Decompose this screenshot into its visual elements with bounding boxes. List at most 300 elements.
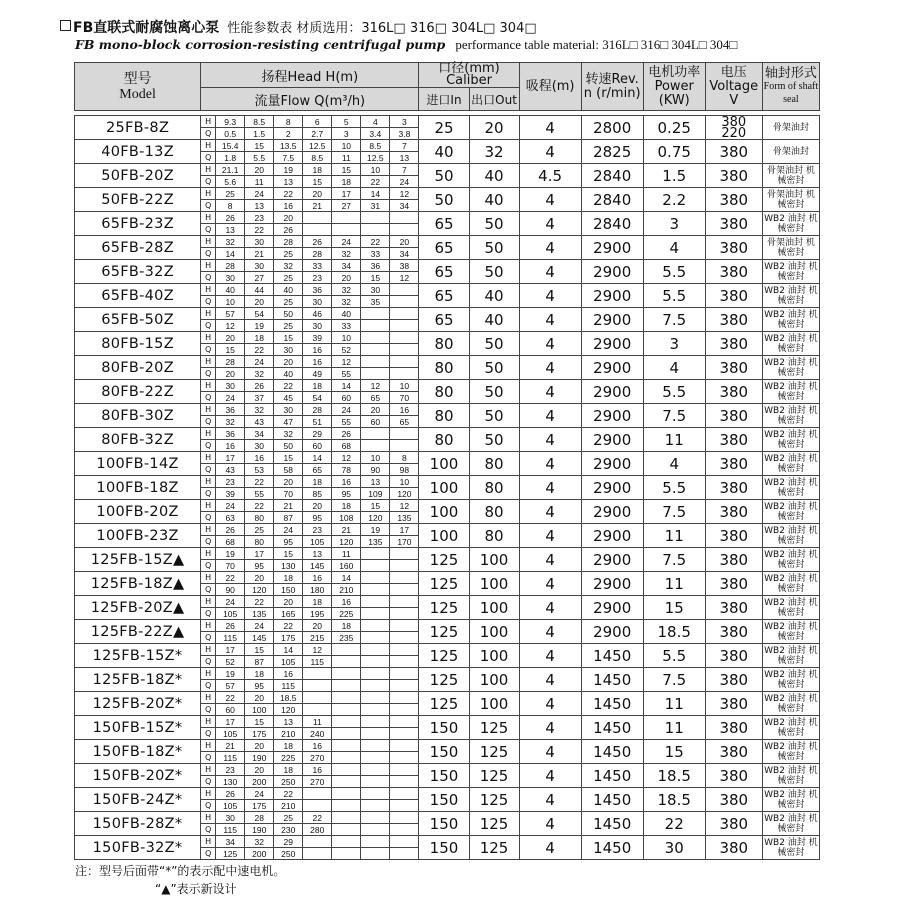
flow-value-cell: 27 bbox=[332, 200, 361, 212]
flow-value-cell: 230 bbox=[274, 824, 303, 836]
head-value-cell bbox=[361, 836, 390, 848]
flow-value-cell: 125 bbox=[216, 848, 245, 860]
power-cell: 5.5 bbox=[643, 260, 705, 284]
head-value-cell: 28 bbox=[216, 260, 245, 272]
outlet-cell: 100 bbox=[469, 596, 519, 620]
flow-value-cell: 115 bbox=[216, 752, 245, 764]
flow-value-cell: 57 bbox=[216, 680, 245, 692]
flow-value-cell bbox=[332, 656, 361, 668]
head-value-cell: 8 bbox=[390, 452, 419, 464]
head-value-cell: 4 bbox=[361, 116, 390, 128]
flow-value-cell: 70 bbox=[390, 392, 419, 404]
h-label-cell: H bbox=[201, 452, 216, 464]
power-cell: 11 bbox=[643, 716, 705, 740]
head-value-cell bbox=[332, 692, 361, 704]
outlet-cell: 50 bbox=[469, 428, 519, 452]
flow-value-cell: 25 bbox=[274, 320, 303, 332]
flow-value-cell: 115 bbox=[274, 680, 303, 692]
inlet-cell: 125 bbox=[419, 692, 469, 716]
flow-value-cell: 15 bbox=[361, 272, 390, 284]
head-value-cell: 16 bbox=[332, 596, 361, 608]
flow-value-cell: 32 bbox=[245, 368, 274, 380]
head-value-cell: 19 bbox=[216, 548, 245, 560]
flow-value-cell: 95 bbox=[303, 512, 332, 524]
q-label-cell: Q bbox=[201, 512, 216, 524]
head-value-cell: 23 bbox=[216, 764, 245, 776]
head-value-cell: 21 bbox=[216, 740, 245, 752]
head-value-cell: 12 bbox=[303, 644, 332, 656]
flow-value-cell bbox=[390, 728, 419, 740]
flow-value-cell: 130 bbox=[216, 776, 245, 788]
flow-value-cell: 95 bbox=[245, 560, 274, 572]
flow-value-cell: 105 bbox=[216, 608, 245, 620]
head-value-cell: 32 bbox=[274, 260, 303, 272]
head-value-cell: 24 bbox=[245, 620, 274, 632]
q-label-cell: Q bbox=[201, 728, 216, 740]
h-label-cell: H bbox=[201, 548, 216, 560]
head-value-cell: 13 bbox=[303, 548, 332, 560]
head-value-cell bbox=[332, 212, 361, 224]
head-value-cell: 24 bbox=[245, 788, 274, 800]
head-value-cell: 12 bbox=[332, 452, 361, 464]
voltage-cell: 380 bbox=[705, 308, 762, 332]
voltage-cell: 380 220 bbox=[705, 116, 762, 140]
speed-cell: 2900 bbox=[581, 332, 643, 356]
head-value-cell: 24 bbox=[245, 188, 274, 200]
power-cell: 4 bbox=[643, 452, 705, 476]
model-cell: 80FB-30Z bbox=[75, 404, 201, 428]
head-value-cell: 26 bbox=[216, 788, 245, 800]
q-label-cell: Q bbox=[201, 656, 216, 668]
flow-value-cell: 280 bbox=[303, 824, 332, 836]
flow-value-cell bbox=[303, 224, 332, 236]
head-value-cell: 30 bbox=[216, 812, 245, 824]
head-value-cell: 19 bbox=[216, 668, 245, 680]
flow-value-cell: 240 bbox=[303, 728, 332, 740]
suction-cell: 4 bbox=[519, 428, 581, 452]
head-value-cell bbox=[361, 764, 390, 776]
voltage-cell: 380 bbox=[705, 644, 762, 668]
flow-value-cell: 115 bbox=[216, 824, 245, 836]
model-cell: 150FB-32Z* bbox=[75, 836, 201, 860]
flow-value-cell: 120 bbox=[332, 536, 361, 548]
header-seal: 轴封形式 Form of shaft seal bbox=[762, 63, 819, 111]
flow-value-cell bbox=[390, 224, 419, 236]
h-label-cell: H bbox=[201, 716, 216, 728]
flow-value-cell: 150 bbox=[274, 584, 303, 596]
inlet-cell: 65 bbox=[419, 284, 469, 308]
flow-value-cell: 19 bbox=[245, 320, 274, 332]
inlet-cell: 80 bbox=[419, 404, 469, 428]
head-value-cell bbox=[332, 644, 361, 656]
head-value-cell: 18 bbox=[274, 740, 303, 752]
head-value-cell: 14 bbox=[361, 188, 390, 200]
outlet-cell: 100 bbox=[469, 548, 519, 572]
suction-cell: 4 bbox=[519, 764, 581, 788]
voltage-cell: 380 bbox=[705, 692, 762, 716]
head-value-cell: 13.5 bbox=[274, 140, 303, 152]
flow-value-cell: 37 bbox=[245, 392, 274, 404]
suction-cell: 4 bbox=[519, 668, 581, 692]
flow-value-cell: 210 bbox=[274, 800, 303, 812]
head-value-cell: 10 bbox=[361, 164, 390, 176]
head-value-cell: 30 bbox=[216, 380, 245, 392]
flow-value-cell: 10 bbox=[216, 296, 245, 308]
flow-value-cell: 200 bbox=[245, 848, 274, 860]
english-title-main: FB mono-block corrosion-resisting centrifugal pump bbox=[75, 37, 446, 52]
flow-value-cell: 105 bbox=[303, 536, 332, 548]
voltage-cell: 380 bbox=[705, 620, 762, 644]
h-label-cell: H bbox=[201, 740, 216, 752]
head-value-cell: 24 bbox=[332, 404, 361, 416]
head-value-cell: 19 bbox=[361, 524, 390, 536]
flow-value-cell: 95 bbox=[332, 488, 361, 500]
head-value-cell bbox=[361, 692, 390, 704]
flow-value-cell: 115 bbox=[216, 632, 245, 644]
speed-cell: 1450 bbox=[581, 716, 643, 740]
head-value-cell: 20 bbox=[303, 188, 332, 200]
h-label-cell: H bbox=[201, 476, 216, 488]
head-value-cell: 20 bbox=[245, 740, 274, 752]
flow-value-cell: 120 bbox=[245, 584, 274, 596]
head-value-cell: 16 bbox=[303, 572, 332, 584]
flow-value-cell: 65 bbox=[303, 464, 332, 476]
flow-value-cell: 65 bbox=[390, 416, 419, 428]
power-cell: 0.75 bbox=[643, 140, 705, 164]
head-value-cell: 36 bbox=[216, 404, 245, 416]
inlet-cell: 125 bbox=[419, 620, 469, 644]
flow-value-cell: 90 bbox=[361, 464, 390, 476]
inlet-cell: 100 bbox=[419, 524, 469, 548]
flow-value-cell: 12.5 bbox=[361, 152, 390, 164]
seal-cell: WB2 油封 机械密封 bbox=[764, 477, 818, 498]
head-value-cell bbox=[303, 212, 332, 224]
voltage-cell: 380 bbox=[705, 572, 762, 596]
flow-value-cell: 13 bbox=[216, 224, 245, 236]
head-value-cell bbox=[390, 428, 419, 440]
head-value-cell bbox=[361, 668, 390, 680]
flow-value-cell: 120 bbox=[390, 488, 419, 500]
head-value-cell: 26 bbox=[216, 524, 245, 536]
head-value-cell: 22 bbox=[361, 236, 390, 248]
model-cell: 65FB-23Z bbox=[75, 212, 201, 236]
flow-value-cell: 53 bbox=[245, 464, 274, 476]
head-value-cell: 36 bbox=[303, 284, 332, 296]
q-label-cell: Q bbox=[201, 800, 216, 812]
inlet-cell: 80 bbox=[419, 380, 469, 404]
head-value-cell: 10 bbox=[390, 476, 419, 488]
outlet-cell: 80 bbox=[469, 524, 519, 548]
flow-value-cell: 200 bbox=[245, 776, 274, 788]
inlet-cell: 65 bbox=[419, 212, 469, 236]
h-label-cell: H bbox=[201, 764, 216, 776]
flow-value-cell bbox=[361, 752, 390, 764]
flow-value-cell bbox=[332, 776, 361, 788]
head-value-cell: 20 bbox=[303, 500, 332, 512]
flow-value-cell bbox=[390, 680, 419, 692]
model-cell: 125FB-22Z▲ bbox=[75, 620, 201, 644]
power-cell: 3 bbox=[643, 212, 705, 236]
head-value-cell: 28 bbox=[245, 812, 274, 824]
flow-value-cell: 32 bbox=[332, 248, 361, 260]
flow-value-cell: 0.5 bbox=[216, 128, 245, 140]
head-value-cell: 30 bbox=[245, 236, 274, 248]
flow-value-cell bbox=[332, 848, 361, 860]
flow-value-cell: 3.4 bbox=[361, 128, 390, 140]
h-label-cell: H bbox=[201, 236, 216, 248]
suction-cell: 4 bbox=[519, 524, 581, 548]
head-value-cell: 11 bbox=[332, 548, 361, 560]
q-label-cell: Q bbox=[201, 536, 216, 548]
head-value-cell: 28 bbox=[274, 236, 303, 248]
q-label-cell: Q bbox=[201, 776, 216, 788]
flow-value-cell: 18 bbox=[332, 176, 361, 188]
suction-cell: 4.5 bbox=[519, 164, 581, 188]
head-value-cell: 17 bbox=[216, 716, 245, 728]
model-cell: 50FB-22Z bbox=[75, 188, 201, 212]
flow-value-cell: 130 bbox=[274, 560, 303, 572]
head-value-cell bbox=[332, 740, 361, 752]
flow-value-cell bbox=[390, 776, 419, 788]
seal-cell: WB2 油封 机械密封 bbox=[764, 309, 818, 330]
head-value-cell: 18 bbox=[303, 476, 332, 488]
speed-cell: 1450 bbox=[581, 644, 643, 668]
head-value-cell bbox=[361, 812, 390, 824]
voltage-cell: 380 bbox=[705, 236, 762, 260]
flow-value-cell: 170 bbox=[390, 536, 419, 548]
model-cell: 80FB-32Z bbox=[75, 428, 201, 452]
flow-value-cell: 58 bbox=[274, 464, 303, 476]
head-value-cell bbox=[361, 308, 390, 320]
flow-value-cell: 105 bbox=[216, 728, 245, 740]
head-value-cell: 30 bbox=[274, 404, 303, 416]
flow-value-cell: 225 bbox=[274, 752, 303, 764]
h-label-cell: H bbox=[201, 356, 216, 368]
flow-value-cell: 25 bbox=[274, 272, 303, 284]
h-label-cell: H bbox=[201, 692, 216, 704]
footnotes bbox=[75, 862, 285, 898]
voltage-cell: 380 bbox=[705, 740, 762, 764]
header-flow: 流量Flow Q(m³/h) bbox=[201, 88, 419, 111]
flow-value-cell: 250 bbox=[274, 848, 303, 860]
flow-value-cell: 98 bbox=[390, 464, 419, 476]
flow-value-cell bbox=[332, 752, 361, 764]
flow-value-cell: 13 bbox=[390, 152, 419, 164]
q-label-cell: Q bbox=[201, 680, 216, 692]
speed-cell: 2900 bbox=[581, 500, 643, 524]
voltage-cell: 380 bbox=[705, 548, 762, 572]
flow-value-cell: 80 bbox=[245, 536, 274, 548]
speed-cell: 1450 bbox=[581, 692, 643, 716]
h-label-cell: H bbox=[201, 212, 216, 224]
flow-value-cell: 2.7 bbox=[303, 128, 332, 140]
voltage-cell: 380 bbox=[705, 836, 762, 860]
head-value-cell: 18.5 bbox=[274, 692, 303, 704]
flow-value-cell: 25 bbox=[274, 248, 303, 260]
inlet-cell: 65 bbox=[419, 236, 469, 260]
model-cell: 100FB-14Z bbox=[75, 452, 201, 476]
header-model: 型号 Model bbox=[75, 63, 201, 111]
head-value-cell: 39 bbox=[303, 332, 332, 344]
inlet-cell: 65 bbox=[419, 308, 469, 332]
h-label-cell: H bbox=[201, 380, 216, 392]
head-value-cell bbox=[332, 812, 361, 824]
flow-value-cell bbox=[332, 728, 361, 740]
head-value-cell: 57 bbox=[216, 308, 245, 320]
suction-cell: 4 bbox=[519, 140, 581, 164]
head-value-cell bbox=[390, 812, 419, 824]
suction-cell: 4 bbox=[519, 740, 581, 764]
suction-cell: 4 bbox=[519, 836, 581, 860]
inlet-cell: 150 bbox=[419, 836, 469, 860]
voltage-cell: 380 bbox=[705, 596, 762, 620]
head-value-cell: 22 bbox=[303, 812, 332, 824]
head-value-cell: 18 bbox=[245, 332, 274, 344]
suction-cell: 4 bbox=[519, 812, 581, 836]
head-value-cell: 7 bbox=[390, 140, 419, 152]
voltage-cell: 380 bbox=[705, 260, 762, 284]
header-speed: 转速Rev. n (r/min) bbox=[581, 63, 643, 111]
head-value-cell: 13 bbox=[274, 716, 303, 728]
inlet-cell: 125 bbox=[419, 644, 469, 668]
head-value-cell: 22 bbox=[274, 620, 303, 632]
flow-value-cell: 175 bbox=[245, 800, 274, 812]
head-value-cell bbox=[361, 548, 390, 560]
head-value-cell: 22 bbox=[274, 788, 303, 800]
flow-value-cell bbox=[361, 800, 390, 812]
flow-value-cell: 16 bbox=[274, 200, 303, 212]
head-value-cell: 10 bbox=[332, 140, 361, 152]
model-cell: 125FB-18Z* bbox=[75, 668, 201, 692]
flow-value-cell bbox=[390, 632, 419, 644]
flow-value-cell bbox=[303, 800, 332, 812]
outlet-cell: 50 bbox=[469, 404, 519, 428]
header-voltage: 电压 Voltage V bbox=[705, 63, 762, 111]
flow-value-cell bbox=[390, 656, 419, 668]
flow-value-cell: 16 bbox=[303, 344, 332, 356]
suction-cell: 4 bbox=[519, 260, 581, 284]
head-value-cell: 15 bbox=[332, 164, 361, 176]
flow-value-cell: 145 bbox=[303, 560, 332, 572]
flow-value-cell: 190 bbox=[245, 824, 274, 836]
head-value-cell: 26 bbox=[332, 428, 361, 440]
flow-value-cell: 3 bbox=[332, 128, 361, 140]
power-cell: 11 bbox=[643, 524, 705, 548]
flow-value-cell: 35 bbox=[361, 296, 390, 308]
head-value-cell bbox=[390, 596, 419, 608]
flow-value-cell: 120 bbox=[274, 704, 303, 716]
head-value-cell bbox=[390, 620, 419, 632]
head-value-cell: 24 bbox=[274, 524, 303, 536]
suction-cell: 4 bbox=[519, 308, 581, 332]
suction-cell: 4 bbox=[519, 548, 581, 572]
power-cell: 18.5 bbox=[643, 788, 705, 812]
seal-cell: WB2 油封 机械密封 bbox=[764, 213, 818, 234]
h-label-cell: H bbox=[201, 284, 216, 296]
q-label-cell: Q bbox=[201, 392, 216, 404]
seal-cell: WB2 油封 机械密封 bbox=[764, 357, 818, 378]
outlet-cell: 50 bbox=[469, 212, 519, 236]
head-value-cell: 8 bbox=[274, 116, 303, 128]
model-cell: 150FB-15Z* bbox=[75, 716, 201, 740]
flow-value-cell: 2 bbox=[274, 128, 303, 140]
head-value-cell bbox=[303, 836, 332, 848]
head-value-cell: 14 bbox=[303, 452, 332, 464]
flow-value-cell: 22 bbox=[245, 224, 274, 236]
flow-value-cell: 31 bbox=[361, 200, 390, 212]
head-value-cell bbox=[390, 716, 419, 728]
flow-value-cell: 22 bbox=[245, 344, 274, 356]
speed-cell: 2900 bbox=[581, 572, 643, 596]
q-label-cell: Q bbox=[201, 608, 216, 620]
footnote-new-design: “▲”表示新设计 bbox=[155, 882, 237, 896]
speed-cell: 2900 bbox=[581, 524, 643, 548]
flow-value-cell bbox=[361, 344, 390, 356]
h-label-cell: H bbox=[201, 620, 216, 632]
head-value-cell: 17 bbox=[216, 644, 245, 656]
title-sub: 性能参数表 材质选用：316L□ 316□ 304L□ 304□ bbox=[227, 21, 537, 36]
header-power: 电机功率 Power (KW) bbox=[643, 63, 705, 111]
flow-value-cell: 80 bbox=[245, 512, 274, 524]
suction-cell: 4 bbox=[519, 356, 581, 380]
flow-value-cell: 210 bbox=[274, 728, 303, 740]
q-label-cell: Q bbox=[201, 320, 216, 332]
flow-value-cell: 8.5 bbox=[303, 152, 332, 164]
head-value-cell bbox=[361, 356, 390, 368]
suction-cell: 4 bbox=[519, 692, 581, 716]
flow-value-cell bbox=[361, 584, 390, 596]
head-value-cell bbox=[361, 644, 390, 656]
head-value-cell bbox=[390, 356, 419, 368]
head-value-cell: 26 bbox=[216, 620, 245, 632]
h-label-cell: H bbox=[201, 308, 216, 320]
head-value-cell: 15 bbox=[361, 500, 390, 512]
head-value-cell: 40 bbox=[332, 308, 361, 320]
flow-value-cell: 51 bbox=[303, 416, 332, 428]
speed-cell: 2840 bbox=[581, 188, 643, 212]
head-value-cell bbox=[390, 548, 419, 560]
q-label-cell: Q bbox=[201, 416, 216, 428]
flow-value-cell: 30 bbox=[303, 320, 332, 332]
flow-value-cell: 78 bbox=[332, 464, 361, 476]
flow-value-cell: 55 bbox=[332, 368, 361, 380]
english-title-sub: performance table material: 316L□ 316□ 304L□ 304□ bbox=[455, 37, 738, 52]
inlet-cell: 125 bbox=[419, 668, 469, 692]
seal-cell: WB2 油封 机械密封 bbox=[764, 285, 818, 306]
flow-value-cell: 55 bbox=[245, 488, 274, 500]
flow-value-cell: 47 bbox=[274, 416, 303, 428]
flow-value-cell: 1.5 bbox=[245, 128, 274, 140]
speed-cell: 1450 bbox=[581, 812, 643, 836]
head-value-cell bbox=[361, 788, 390, 800]
flow-value-cell bbox=[361, 368, 390, 380]
head-value-cell: 16 bbox=[303, 740, 332, 752]
flow-value-cell bbox=[361, 608, 390, 620]
title-main: FB直联式耐腐蚀离心泵 bbox=[73, 20, 220, 36]
flow-value-cell: 120 bbox=[361, 512, 390, 524]
seal-cell: WB2 油封 机械密封 bbox=[764, 693, 818, 714]
head-value-cell: 28 bbox=[216, 356, 245, 368]
seal-cell: WB2 油封 机械密封 bbox=[764, 789, 818, 810]
flow-value-cell bbox=[361, 440, 390, 452]
power-cell: 7.5 bbox=[643, 548, 705, 572]
head-value-cell: 14 bbox=[274, 644, 303, 656]
flow-value-cell bbox=[332, 824, 361, 836]
flow-value-cell: 33 bbox=[361, 248, 390, 260]
power-cell: 5.5 bbox=[643, 380, 705, 404]
head-value-cell bbox=[390, 836, 419, 848]
flow-value-cell bbox=[390, 824, 419, 836]
